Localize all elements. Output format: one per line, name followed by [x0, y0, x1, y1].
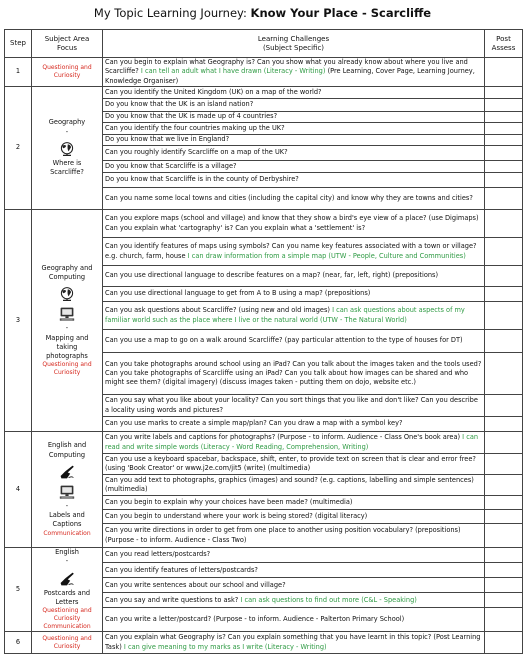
header-assess: [485, 30, 523, 58]
assess-cell[interactable]: [485, 475, 523, 496]
focus-line: -: [65, 324, 69, 333]
assess-cell[interactable]: [485, 578, 523, 593]
writing-hand-icon: [59, 571, 75, 587]
focus-skill: Questioning and: [42, 64, 92, 71]
title-prefix: My Topic Learning Journey:: [93, 6, 247, 20]
assess-cell[interactable]: [485, 632, 523, 654]
assess-cell[interactable]: [485, 563, 523, 578]
assess-cell[interactable]: [485, 146, 523, 161]
assess-cell[interactable]: [485, 266, 523, 287]
focus-skill: Curiosity: [53, 369, 81, 377]
table-row: [5, 87, 523, 99]
challenge-cell: [103, 302, 485, 330]
challenge-text: Can you begin to explain why your choices have been made? (multimedia): [105, 497, 353, 506]
assess-cell[interactable]: [485, 99, 523, 112]
challenge-text: Can you ask questions about Scarcliffe? (using new and old images): [105, 306, 330, 315]
assess-cell[interactable]: [485, 173, 523, 188]
challenge-cell: [103, 266, 485, 287]
assess-cell[interactable]: [485, 496, 523, 510]
challenge-cell: [103, 146, 485, 161]
header-challenges: [103, 30, 485, 58]
focus-skill: Curiosity: [53, 72, 81, 79]
assess-cell[interactable]: [485, 112, 523, 123]
focus-line: Captions: [52, 520, 82, 529]
challenge-cell: [103, 287, 485, 302]
table-row: [5, 548, 523, 563]
assess-cell[interactable]: [485, 302, 523, 330]
challenge-text: Can you explore maps (school and village) and know that they show a bird's eye view of a place? (use Digimaps) Can you explain what 'cartography' is? Can you explain what a 'settlement' is?: [105, 214, 479, 232]
challenge-text: Can you explain what Geography is? Can you explain something that you have learnt in this topic? (Post Learning Task): [105, 633, 481, 651]
table-row: [5, 58, 523, 87]
focus-line: English: [55, 548, 79, 556]
challenge-cell: [103, 238, 485, 266]
header-focus-line: Subject Area: [44, 34, 90, 43]
challenge-text: Can you roughly identify Scarcliffe on a map of the UK?: [105, 148, 288, 157]
step-number: 2: [5, 87, 32, 210]
challenge-text: Can you name some local towns and cities (including the capital city) and know why they are towns and cities?: [105, 193, 473, 202]
challenge-text: Can you use directional language to get from A to B using a map? (prepositions): [105, 289, 371, 298]
challenge-text: Can you add text to photographs, graphics (images) and sound? (e.g. captions, labelling and simple sentences) (multimedia): [105, 475, 474, 493]
computer-icon: [59, 484, 75, 500]
learning-journey-table: [4, 29, 523, 654]
challenge-text: Can you write a letter/postcard? (Purpose - to inform. Audience - Palterton Primary School): [105, 615, 405, 624]
challenge-cell: [103, 454, 485, 475]
header-challenges-line: (Subject Specific): [262, 43, 325, 52]
assess-cell[interactable]: [485, 548, 523, 563]
header-challenges-line: Learning Challenges: [257, 34, 330, 43]
header-row: [5, 30, 523, 58]
step-number: 6: [5, 632, 32, 654]
challenge-text: Can you say and write questions to ask?: [105, 595, 239, 604]
focus-line: -: [65, 127, 69, 136]
focus-skill: Questioning and: [42, 607, 92, 615]
assess-cell[interactable]: [485, 454, 523, 475]
assess-cell[interactable]: [485, 123, 523, 135]
challenge-text: Do you know that the UK is an island nation?: [105, 100, 254, 109]
challenge-text: Do you know that we live in England?: [105, 135, 230, 144]
challenge-text: Can you write labels and captions for photographs? (Purpose - to inform. Audience - Class One's book area): [105, 433, 461, 442]
challenge-cell: [103, 395, 485, 417]
challenge-text: Can you use a map to go on a walk around Scarcliffe? (pay particular attention to the type of houses for DT): [105, 336, 463, 345]
assess-cell[interactable]: [485, 353, 523, 395]
challenge-cell: [103, 563, 485, 578]
challenge-cell: [103, 475, 485, 496]
challenge-text: Can you take photographs around school using an iPad? Can you talk about the images taken and the tools used? Can you take photographs of Scarcliffe using an iPad? Can you talk about how images can be shared and who might see them? (digital imagery) (discuss images taken - putting them on dojo, website etc.): [105, 359, 482, 387]
challenge-cell: [103, 632, 485, 654]
focus-line: Labels and: [49, 511, 85, 520]
eyfs-goal: I can read and write simple words (Literacy - Word Reading, Comprehension, Writing): [105, 433, 479, 451]
assess-cell[interactable]: [485, 87, 523, 99]
assess-cell[interactable]: [485, 161, 523, 173]
challenge-cell: [103, 593, 485, 608]
step-number: 5: [5, 548, 32, 632]
challenge-cell: [103, 432, 485, 454]
eyfs-goal: I can ask questions about aspects of my familiar world such as the place where I live or the natural world (UTW - The Natural World): [105, 306, 465, 324]
challenge-text: Can you write sentences about our school and village?: [105, 580, 286, 589]
computer-icon: [59, 306, 75, 322]
focus-line: Geography and: [41, 263, 93, 272]
assess-cell[interactable]: [485, 188, 523, 210]
focus-skill: Questioning and: [42, 634, 92, 642]
globe-icon: [59, 141, 75, 157]
challenge-text: Can you use marks to create a simple map/plan? Can you draw a map with a symbol key?: [105, 419, 403, 428]
assess-cell[interactable]: [485, 330, 523, 353]
assess-cell[interactable]: [485, 135, 523, 146]
challenge-cell: [103, 188, 485, 210]
step-number: 1: [5, 58, 32, 87]
challenge-text: Can you identify the four countries making up the UK?: [105, 123, 285, 132]
step-number: 3: [5, 210, 32, 432]
table-row: [5, 432, 523, 454]
subject-focus: [32, 87, 103, 210]
challenge-text: Can you use a keyboard spacebar, backspace, shift, enter, to provide text on screen that is clear and error free? (using 'Book Creator' or www.j2e.com/jit5 (write) (multimedia): [105, 454, 476, 472]
title-main: Know Your Place - Scarcliffe: [250, 6, 432, 20]
challenge-cell: [103, 135, 485, 146]
challenge-text: Can you write directions in order to get from one place to another using position vocabulary? (prepositions) (Purpose - to inform. Audience - Class Two): [105, 526, 461, 544]
challenge-cell: [103, 87, 485, 99]
subject-focus: [32, 210, 103, 432]
header-focus: [32, 30, 103, 58]
subject-focus: [32, 548, 103, 632]
header-step: Step: [5, 30, 32, 58]
assess-cell[interactable]: [485, 524, 523, 548]
challenge-cell: [103, 578, 485, 593]
table-row: [5, 632, 523, 654]
focus-line: Computing: [48, 450, 86, 459]
challenge-text: Do you know that Scarcliffe is a village?: [105, 161, 237, 170]
challenge-text: Can you identify the United Kingdom (UK) on a map of the world?: [105, 87, 322, 96]
challenge-cell: [103, 58, 485, 87]
focus-line: taking: [56, 342, 78, 351]
assess-cell[interactable]: [485, 432, 523, 454]
assess-cell[interactable]: [485, 608, 523, 632]
subject-focus: [32, 632, 103, 654]
challenge-text: Can you say what you like about your locality? Can you sort things that you like and don't like? Can you describe a locality using words and pictures?: [105, 396, 478, 414]
focus-line: Computing: [48, 272, 86, 281]
challenge-text: Can you use directional language to describe features on a map? (near, far, left, right) (prepositions): [105, 271, 439, 280]
table-row: [5, 210, 523, 238]
focus-line: -: [65, 501, 69, 510]
challenge-cell: [103, 210, 485, 238]
focus-line: Where is: [52, 159, 82, 167]
header-focus-line: Focus: [57, 43, 77, 52]
challenge-text: Can you identify features of maps using symbols? Can you name key features associated with a town or village? e.g. church, farm, house: [105, 242, 477, 260]
challenge-cell: [103, 173, 485, 188]
focus-skill: Curiosity: [53, 642, 81, 650]
assess-cell[interactable]: [485, 58, 523, 87]
assess-cell[interactable]: [485, 395, 523, 417]
focus-line: photographs: [46, 352, 88, 361]
challenge-cell: [103, 496, 485, 510]
header-assess-line: Post: [496, 34, 511, 43]
assess-cell[interactable]: [485, 238, 523, 266]
focus-skill: Communication: [43, 623, 91, 631]
globe-icon: [59, 286, 75, 302]
assess-cell[interactable]: [485, 210, 523, 238]
assess-cell[interactable]: [485, 593, 523, 608]
challenge-cell: [103, 123, 485, 135]
eyfs-goal: I can tell an adult what I have drawn (Literacy - Writing): [140, 67, 326, 76]
focus-line: Geography: [48, 118, 86, 127]
challenge-text: Can you begin to explain what Geography is? Can you show what you already know about where you live and Scarcliffe?: [105, 58, 468, 76]
focus-skill: Questioning and: [42, 361, 92, 369]
writing-hand-icon: [59, 464, 75, 480]
focus-line: Letters: [55, 597, 79, 606]
challenge-text: Do you know that Scarcliffe is in the county of Derbyshire?: [105, 175, 299, 184]
header-assess-line: Assess: [491, 43, 516, 52]
challenge-text: Can you read letters/postcards?: [105, 550, 211, 559]
challenge-cell: [103, 112, 485, 123]
table-body: [5, 58, 523, 654]
assess-cell[interactable]: [485, 417, 523, 432]
focus-line: Scarcliffe?: [50, 168, 84, 177]
eyfs-goal: I can draw information from a simple map (UTW - People, Culture and Communities): [187, 251, 466, 260]
challenge-cell: [103, 608, 485, 632]
focus-line: -: [65, 557, 69, 566]
challenge-text: Can you identify features of letters/postcards?: [105, 565, 258, 574]
eyfs-goal: I can give meaning to my marks as I write (Literacy - Writing): [123, 642, 327, 651]
subject-focus: [32, 58, 103, 87]
challenge-cell: [103, 524, 485, 548]
step-number: 4: [5, 432, 32, 548]
assess-cell[interactable]: [485, 287, 523, 302]
challenge-text: Can you begin to understand where your work is being stored? (digital literacy): [105, 511, 368, 520]
challenge-cell: [103, 99, 485, 112]
challenge-cell: [103, 353, 485, 395]
challenge-cell: [103, 548, 485, 563]
eyfs-goal: I can ask questions to find out more (C&L - Speaking): [240, 595, 417, 604]
page-title: [0, 2, 525, 24]
focus-line: Mapping and: [45, 333, 89, 342]
challenge-cell: [103, 417, 485, 432]
challenge-note: (Pre Learning, Cover Page, Learning Journey, Knowledge Organiser): [105, 67, 475, 85]
focus-skill: Curiosity: [53, 615, 81, 623]
challenge-cell: [103, 161, 485, 173]
subject-focus: [32, 432, 103, 548]
challenge-cell: [103, 330, 485, 353]
focus-line: Postcards and: [43, 588, 91, 597]
challenge-cell: [103, 510, 485, 524]
focus-line: English and: [47, 441, 87, 450]
focus-skill: Communication: [43, 529, 91, 537]
challenge-text: Do you know that the UK is made up of 4 countries?: [105, 112, 278, 121]
assess-cell[interactable]: [485, 510, 523, 524]
